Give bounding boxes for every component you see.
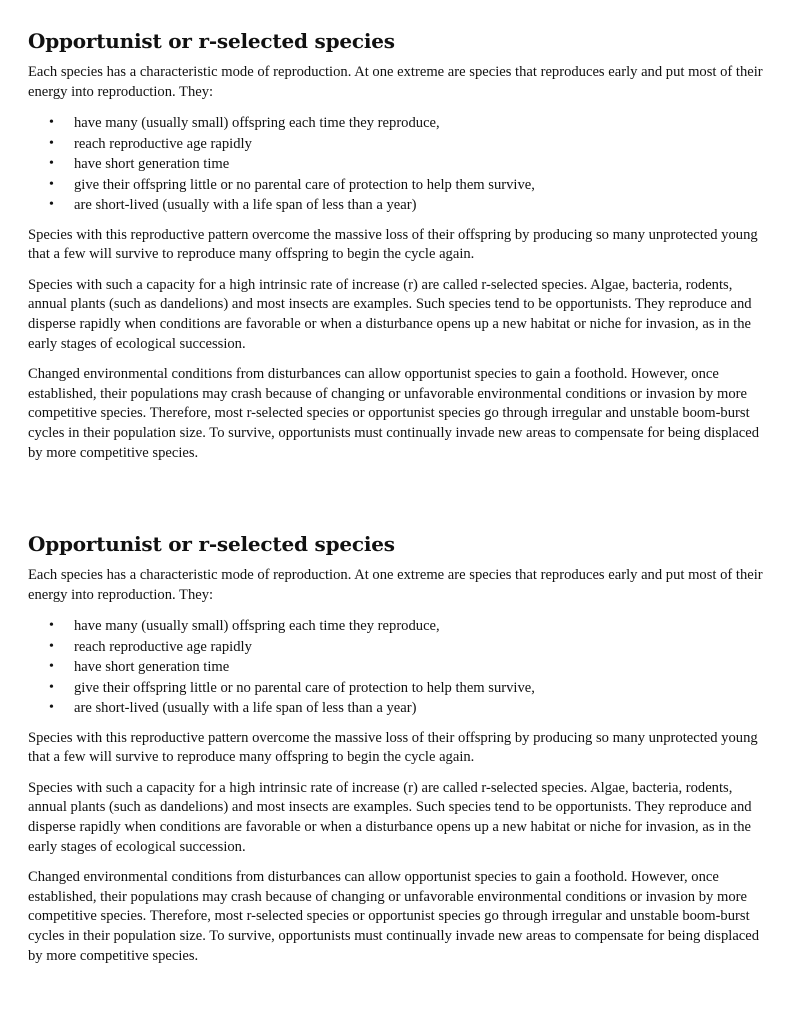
- list-item: [28, 657, 768, 678]
- bullet-icon: •: [49, 659, 54, 675]
- bullet-icon: •: [49, 135, 54, 151]
- bullet-icon: •: [49, 176, 54, 192]
- list-item: [28, 637, 768, 658]
- list-item-text: are short-lived (usually with a life span of less than a year): [74, 700, 417, 717]
- document-section-2: [28, 531, 768, 977]
- list-item: [28, 175, 768, 196]
- section-heading: Opportunist or r-selected species: [28, 532, 395, 556]
- body-paragraph: Species with such a capacity for a high intrinsic rate of increase (r) are called r-selected species. Algae, bacteria, rodents, annual plants (such as dandelions) and most insects are examples. Such species tend to be opportunists. They reproduce and disperse rapidly when conditions are favorable or when a disturbance opens up a new habitat or niche for invasion, as in the early stages of ecological succession.: [28, 779, 752, 855]
- bullet-icon: •: [49, 115, 54, 131]
- list-item-text: give their offspring little or no parental care of protection to help them survive,: [74, 679, 535, 696]
- body-paragraph: Changed environmental conditions from disturbances can allow opportunist species to gain a foothold. However, once established, their populations may crash because of changing or unfavorable environmental conditions or invasion by more competitive species. Therefore, most r-selected species or opportunist species go through irregular and unstable boom-burst cycles in their population size. To survive, opportunists must continually invade new areas to compensate for being displaced by more competitive species.: [28, 869, 760, 964]
- intro-paragraph: Each species has a characteristic mode of reproduction. At one extreme are species that reproduces early and put most of their energy into reproduction. They:: [28, 567, 763, 603]
- list-item: [28, 616, 768, 637]
- list-item: [28, 113, 768, 134]
- traits-list: [28, 113, 768, 216]
- bullet-icon: •: [49, 618, 54, 634]
- list-item: [28, 678, 768, 699]
- bullet-icon: •: [49, 156, 54, 172]
- bullet-icon: •: [49, 700, 54, 716]
- body-paragraph: Species with this reproductive pattern overcome the massive loss of their offspring by producing so many unprotected young that a few will survive to reproduce many offspring to begin the cycle again.: [28, 729, 758, 766]
- list-item-text: have short generation time: [74, 659, 230, 676]
- list-item-text: have short generation time: [74, 156, 230, 173]
- bullet-icon: •: [49, 197, 54, 213]
- list-item: [28, 195, 768, 216]
- list-item: [28, 134, 768, 155]
- bullet-icon: •: [49, 638, 54, 654]
- document-section-1: [28, 28, 768, 474]
- intro-paragraph: Each species has a characteristic mode of reproduction. At one extreme are species that reproduces early and put most of their energy into reproduction. They:: [28, 64, 763, 100]
- body-paragraph: Changed environmental conditions from disturbances can allow opportunist species to gain a foothold. However, once established, their populations may crash because of changing or unfavorable environmental conditions or invasion by more competitive species. Therefore, most r-selected species or opportunist species go through irregular and unstable boom-burst cycles in their population size. To survive, opportunists must continually invade new areas to compensate for being displaced by more competitive species.: [28, 366, 760, 461]
- body-paragraph: Species with such a capacity for a high intrinsic rate of increase (r) are called r-selected species. Algae, bacteria, rodents, annual plants (such as dandelions) and most insects are examples. Such species tend to be opportunists. They reproduce and disperse rapidly when conditions are favorable or when a disturbance opens up a new habitat or niche for invasion, as in the early stages of ecological succession.: [28, 276, 752, 352]
- list-item-text: reach reproductive age rapidly: [74, 135, 252, 152]
- list-item: [28, 154, 768, 175]
- bullet-icon: •: [49, 679, 54, 695]
- list-item: [28, 698, 768, 719]
- list-item-text: give their offspring little or no parental care of protection to help them survive,: [74, 176, 535, 193]
- list-item-text: have many (usually small) offspring each time they reproduce,: [74, 618, 440, 635]
- section-heading: Opportunist or r-selected species: [28, 29, 395, 53]
- body-paragraph: Species with this reproductive pattern overcome the massive loss of their offspring by producing so many unprotected young that a few will survive to reproduce many offspring to begin the cycle again.: [28, 226, 758, 263]
- list-item-text: reach reproductive age rapidly: [74, 638, 252, 655]
- list-item-text: have many (usually small) offspring each time they reproduce,: [74, 115, 440, 132]
- traits-list: [28, 616, 768, 719]
- list-item-text: are short-lived (usually with a life span of less than a year): [74, 197, 417, 214]
